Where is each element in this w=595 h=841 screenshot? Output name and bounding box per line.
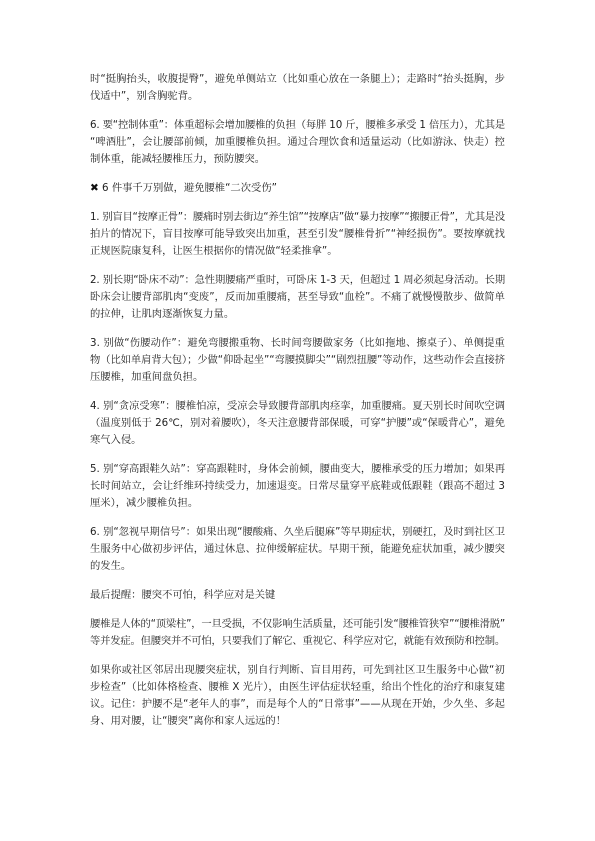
dont-item-1 bbox=[90, 209, 505, 260]
final-reminder-heading: 最后提醒：腰突不可怕，科学应对是关键 bbox=[90, 589, 276, 601]
weight-control-tip bbox=[90, 117, 505, 168]
paragraph-line: 的拉伸，让肌肉逐渐恢复力量。 bbox=[90, 308, 235, 320]
dont-item-6 bbox=[90, 524, 505, 575]
paragraph-line: 5. 别“穿高跟鞋久站”：穿高跟鞋时，身体会前倾，腰曲变大，腰椎承受的压力增加；如果再 bbox=[90, 463, 506, 475]
posture-tip-continuation bbox=[90, 71, 505, 105]
paragraph-line: 拍片的情况下，盲目按摩可能导致突出加重，甚至引发“腰椎骨折”“神经损伤”。要按摩就找 bbox=[90, 228, 506, 240]
paragraph-line: “啤酒肚”，会让腰部前倾，加重腰椎负担。通过合理饮食和适量运动（比如游泳、快走）控 bbox=[90, 136, 505, 148]
paragraph-line: 3. 别做“伤腰动作”：避免弯腰搬重物、长时间弯腰做家务（比如拖地、擦桌子）、单侧提重 bbox=[90, 337, 505, 349]
dont-item-3 bbox=[90, 335, 505, 386]
paragraph-line: 卧床会让腰背部肌肉“变废”，反而加重腰痛，甚至导致“血栓”。不痛了就慢慢散步、做简单 bbox=[90, 291, 506, 303]
paragraph-line: 2. 别长期“卧床不动”：急性期腰痛严重时，可卧床 1-3 天，但超过 1 周必须起身活动。长期 bbox=[90, 274, 506, 286]
paragraph-line: 等并发症。但腰突并不可怕，只要我们了解它、重视它、科学应对它，就能有效预防和控制。 bbox=[90, 635, 505, 647]
cross-mark-icon bbox=[90, 180, 102, 197]
paragraph-line: 1. 别盲目“按摩正骨”：腰痛时别去街边“养生馆”“按摩店”做“暴力按摩”“搬腰正骨”，尤其是没 bbox=[90, 211, 505, 223]
document-page bbox=[90, 71, 505, 742]
paragraph-line: 时“挺胸抬头，收腹提臀”，避免单侧站立（比如重心放在一条腿上）；走路时“抬头挺胸，步 bbox=[90, 73, 505, 85]
paragraph-line: 6. 要“控制体重”：体重超标会增加腰椎的负担（每胖 10 斤，腰椎多承受 1 倍压力），尤其是 bbox=[90, 119, 505, 131]
closing-paragraph-2 bbox=[90, 662, 505, 730]
paragraph-line: 制体重，能减轻腰椎压力，预防腰突。 bbox=[90, 153, 266, 165]
dont-item-2 bbox=[90, 272, 505, 323]
paragraph-line: 寒气入侵。 bbox=[90, 434, 142, 446]
paragraph-line: 步检查”（比如体格检查、腰椎 X 光片），由医生评估症状轻重，给出个性化的治疗和康复建 bbox=[90, 681, 505, 693]
donts-heading-text: 6 件事千万别做，避免腰椎“二次受伤” bbox=[102, 182, 277, 194]
paragraph-line: 厘米），减少腰椎负担。 bbox=[90, 497, 199, 509]
paragraph-line: 如果你或社区邻居出现腰突症状，别自行判断、盲目用药，可先到社区卫生服务中心做“初 bbox=[90, 664, 505, 676]
paragraph-line: 腰椎是人体的“顶梁柱”，一旦受损，不仅影响生活质量，还可能引发“腰椎管狭窄”“腰椎滑脱” bbox=[90, 618, 505, 630]
closing-paragraph-1 bbox=[90, 616, 505, 650]
paragraph-line: 4. 别“贪凉受寒”：腰椎怕凉，受凉会导致腰背部肌肉痉挛，加重腰痛。夏天别长时间吹空调 bbox=[90, 400, 506, 412]
dont-item-5 bbox=[90, 461, 505, 512]
paragraph-line: 压腰椎，加重间盘负担。 bbox=[90, 371, 204, 383]
paragraph-line: 6. 别“忽视早期信号”：如果出现“腰酸痛、久坐后腿麻”等早期症状，别硬扛，及时到社区卫 bbox=[90, 526, 505, 538]
paragraph-line: 长时间站立，会让纤维环持续受力，加速退变。日常尽量穿平底鞋或低跟鞋（跟高不超过 3 bbox=[90, 480, 506, 492]
paragraph-line: 生服务中心做初步评估，通过休息、拉伸缓解症状。早期干预，能避免症状加重，减少腰突 bbox=[90, 543, 505, 555]
donts-section-heading bbox=[90, 180, 505, 197]
paragraph-line: 身、用对腰，让“腰突”离你和家人远远的！ bbox=[90, 715, 287, 727]
dont-item-4 bbox=[90, 398, 505, 449]
paragraph-line: （温度别低于 26℃，别对着腰吹），冬天注意腰背部保暖，可穿“护腰”或“保暖背心”，避免 bbox=[90, 417, 505, 429]
paragraph-line: 的发生。 bbox=[90, 560, 132, 572]
paragraph-line: 伐适中”，别含胸驼背。 bbox=[90, 90, 199, 102]
paragraph-line: 物（比如单肩背大包）；少做“仰卧起坐”“弯腰摸脚尖”“剧烈扭腰”等动作，这些动作会直接挤 bbox=[90, 354, 506, 366]
paragraph-line: 议。记住：护腰不是“老年人的事”，而是每个人的“日常事”——从现在开始，少久坐、多起 bbox=[90, 698, 506, 710]
paragraph-line: 正规医院康复科，让医生根据你的情况做“轻柔推拿”。 bbox=[90, 245, 338, 257]
